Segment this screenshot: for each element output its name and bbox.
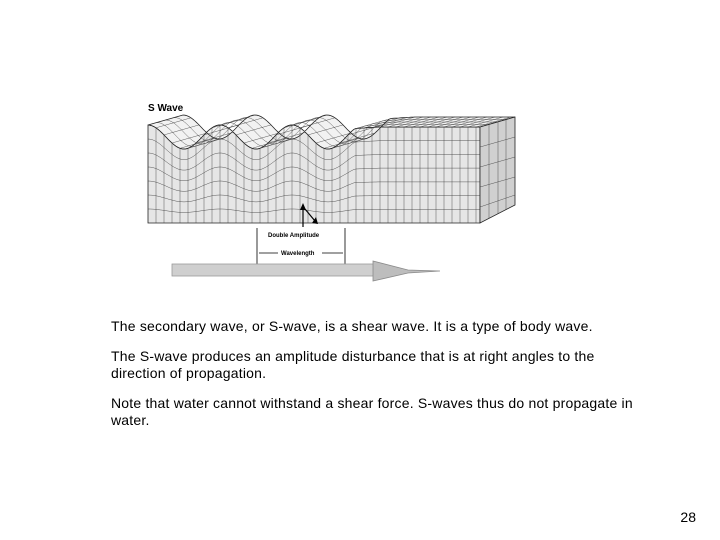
- paragraph-2: The S-wave produces an amplitude disturbance that is at right angles to the direction of propagation.: [111, 348, 595, 381]
- page-number: 28: [680, 509, 696, 525]
- wavelength-label: Wavelength: [281, 251, 315, 257]
- diagram-title: S Wave: [148, 103, 184, 114]
- body-text: [111, 318, 651, 442]
- paragraph-1: The secondary wave, or S-wave, is a shear wave. It is a type of body wave.: [111, 318, 593, 334]
- amplitude-label: Double Amplitude: [268, 233, 320, 239]
- block-end-face: [480, 117, 515, 223]
- s-wave-diagram: [140, 95, 520, 290]
- paragraph-3: Note that water cannot withstand a shear force. S-waves thus do not propagate in water.: [111, 395, 633, 428]
- wave-block: [148, 115, 515, 223]
- propagation-arrow: [172, 261, 440, 281]
